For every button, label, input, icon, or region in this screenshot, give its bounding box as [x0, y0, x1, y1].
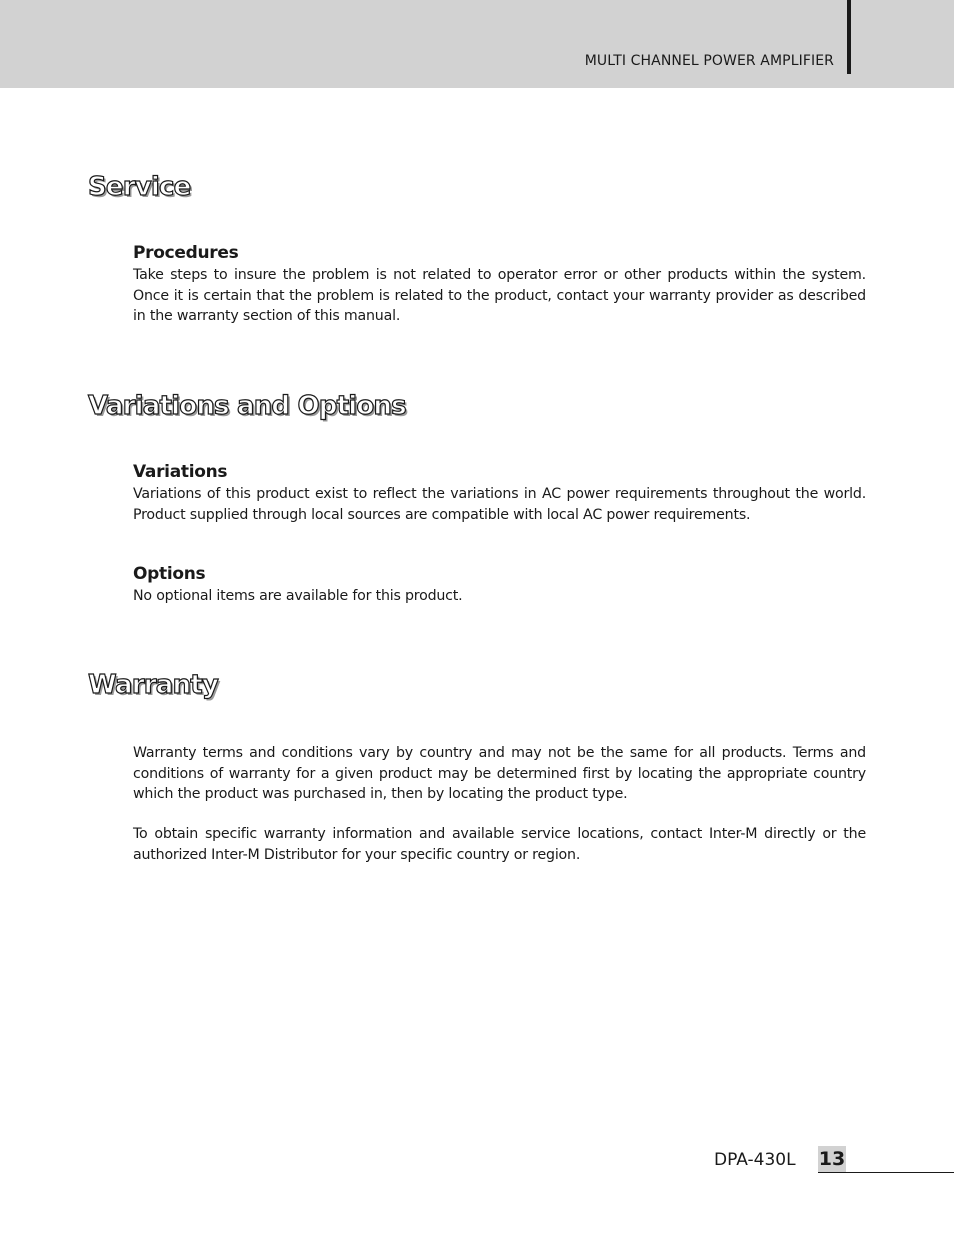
footer-model-name: DPA-430L [714, 1150, 796, 1170]
options-heading: Options [133, 564, 206, 584]
page-number: 13 [818, 1148, 846, 1170]
variations-heading: Variations [133, 462, 228, 482]
section-title-service: Service [88, 172, 191, 202]
warranty-paragraph-1: Warranty terms and conditions vary by country and may not be the same for all products. Terms and conditions of warranty for a given product may be determined first by locating the appropriate country which the product was purchased in, then by locating the product type. [133, 745, 866, 802]
variations-paragraph: Variations of this product exist to reflect the variations in AC power requirements throughout the world. Product supplied through local sources are compatible with local AC power requirements. [133, 486, 866, 523]
section-title-variations-options: Variations and Options [88, 391, 406, 421]
header-band [0, 0, 954, 88]
header-divider [847, 0, 851, 74]
procedures-paragraph: Take steps to insure the problem is not related to operator error or other products within the system. Once it is certain that the problem is related to the product, contact your warranty provider as described in the warranty section of this manual. [133, 267, 866, 324]
options-paragraph: No optional items are available for this product. [133, 588, 463, 604]
warranty-paragraph-2: To obtain specific warranty information and available service locations, contact Inter-M directly or the authorized Inter-M Distributor for your specific country or region. [133, 826, 866, 863]
procedures-heading: Procedures [133, 243, 239, 263]
section-title-warranty: Warranty [88, 670, 218, 700]
footer-rule [818, 1172, 954, 1173]
header-title: MULTI CHANNEL POWER AMPLIFIER [584, 53, 834, 69]
